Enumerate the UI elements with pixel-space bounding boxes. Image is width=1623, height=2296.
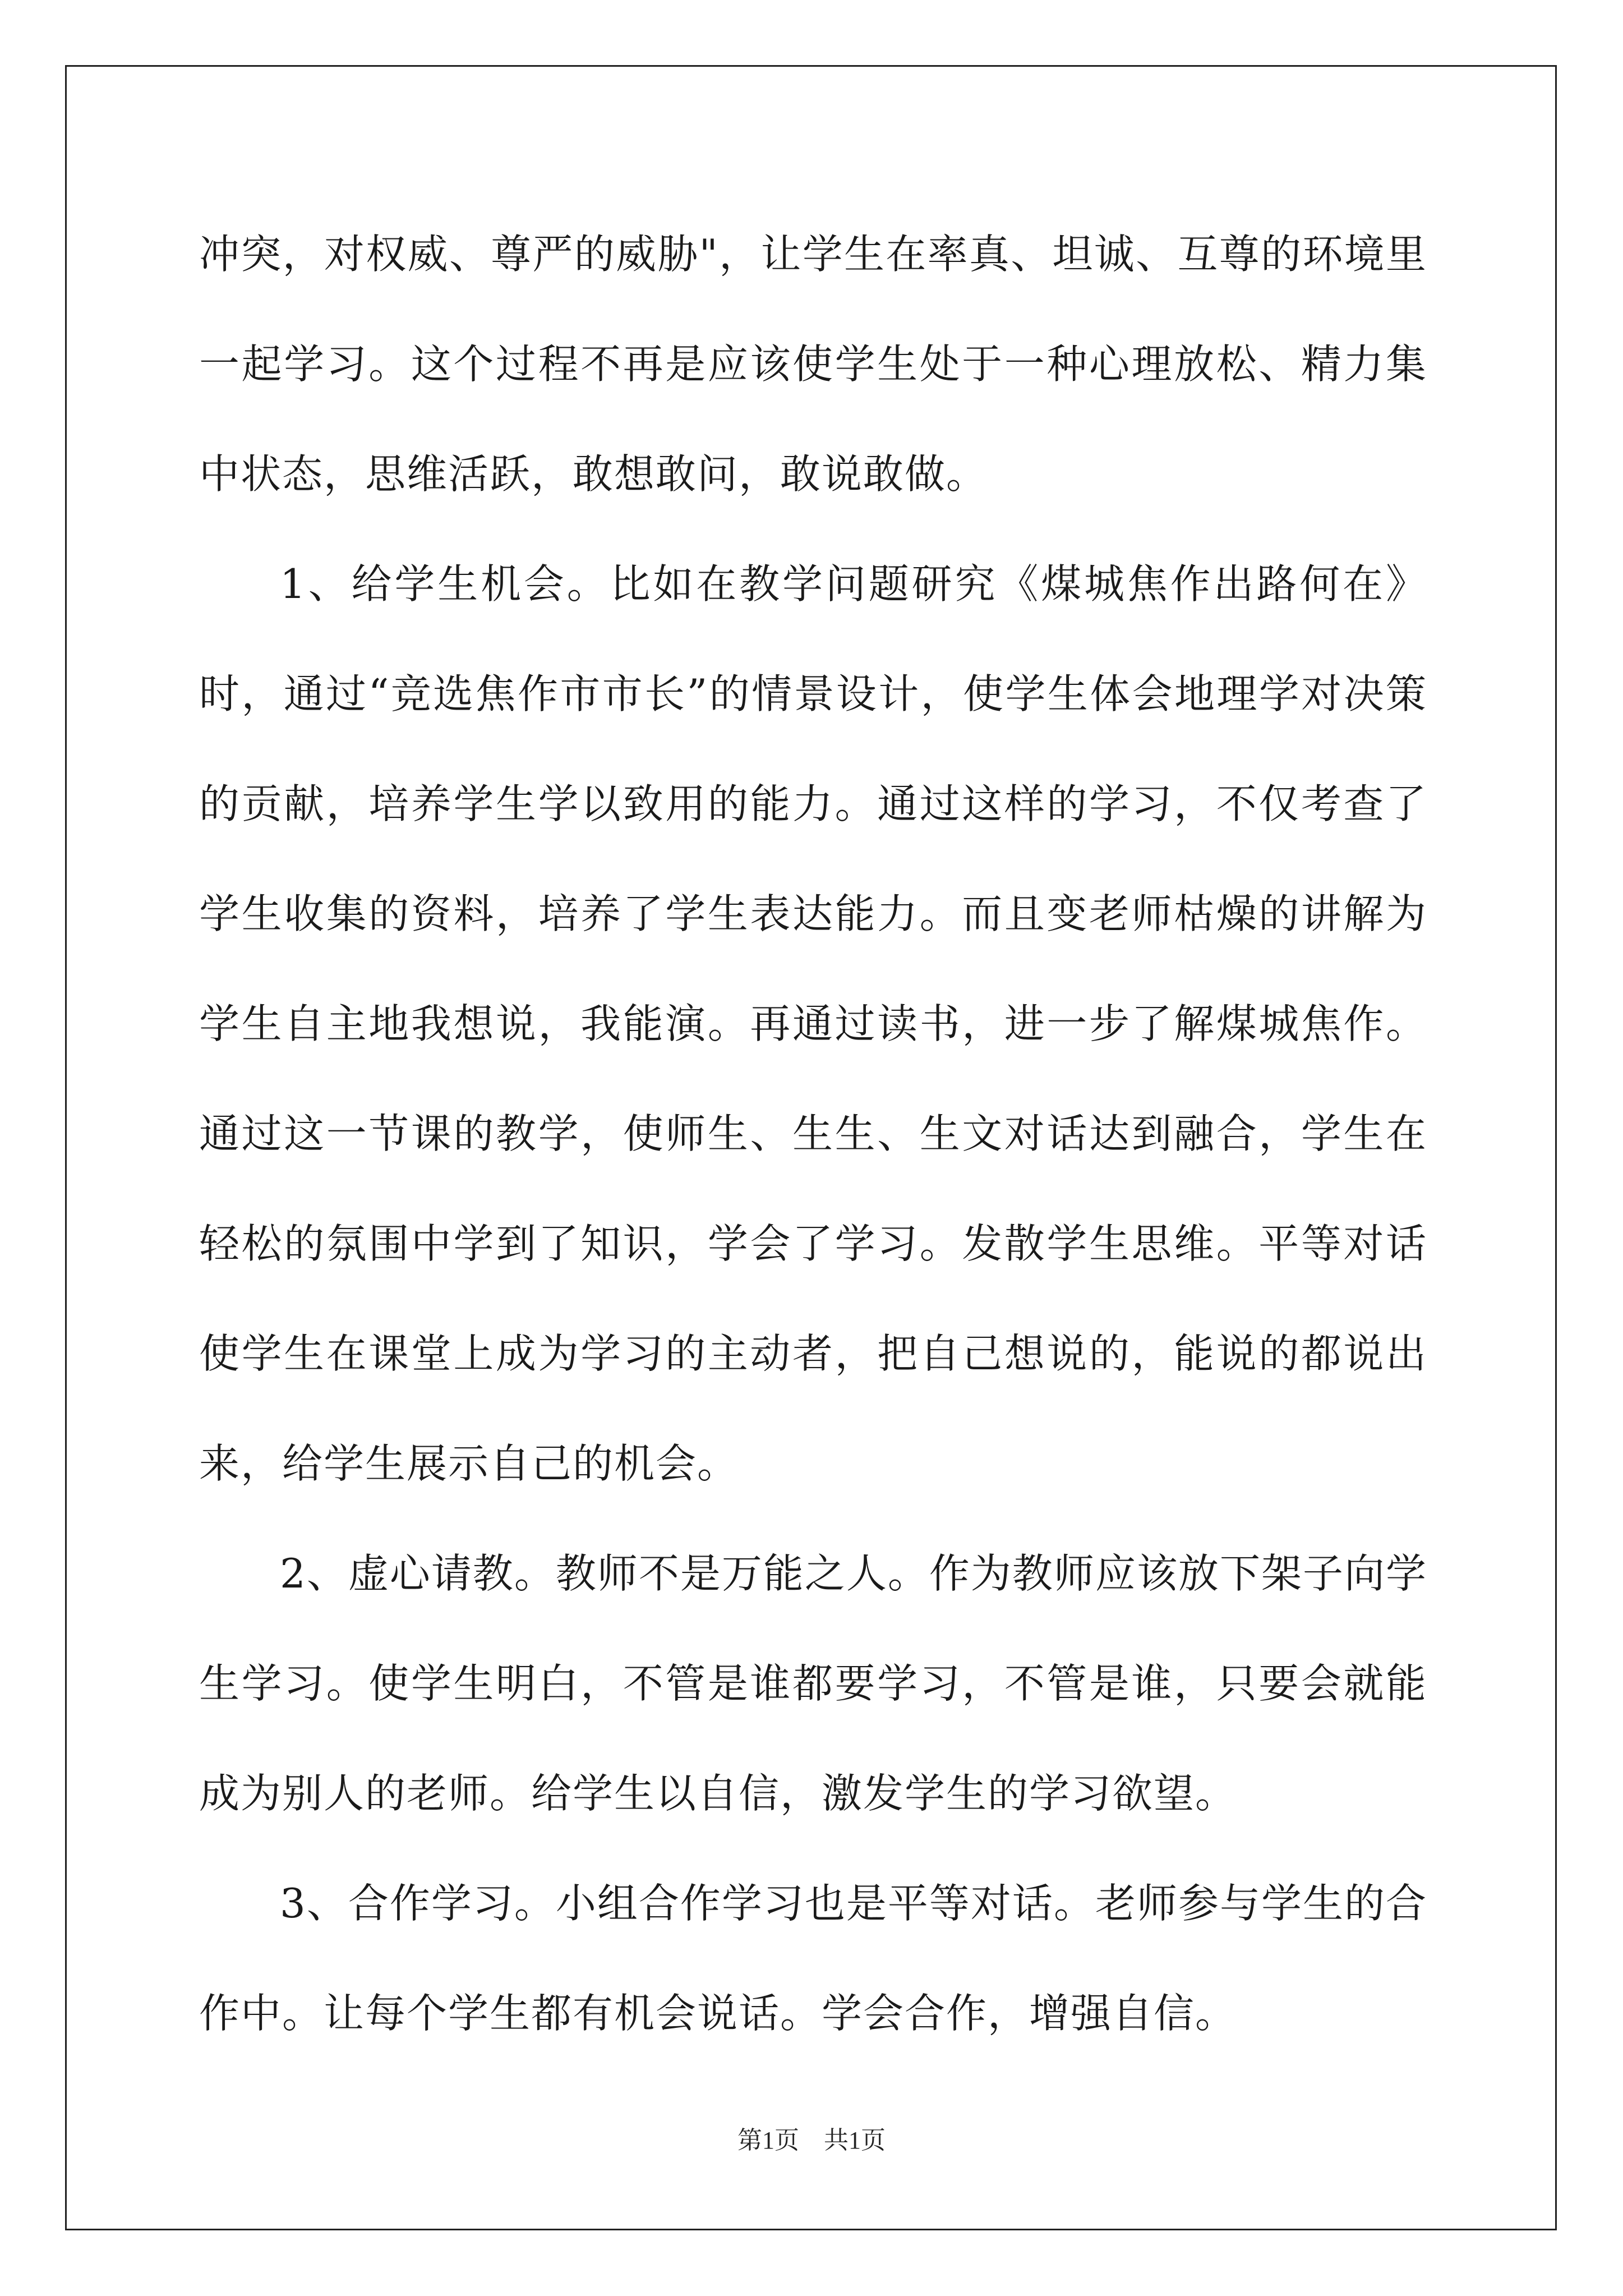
document-body [199, 199, 1427, 2068]
page-footer [0, 2124, 1623, 2157]
paragraph-item-3: 3、合作学习。小组合作学习也是平等对话。老师参与学生的合作中。让每个学生都有机会说话。学会合作，增强自信。 [199, 1880, 1427, 2037]
paragraph-item-1: 1、给学生机会。比如在教学问题研究《煤城焦作出路何在》时，通过“竞选焦作市市长”的情景设计，使学生体会地理学对决策的贡献，培养学生学以致用的能力。通过这样的学习，不仅考查了学生收集的资料，培养了学生表达能力。而且变老师枯燥的讲解为学生自主地我想说，我能演。再通过读书，进一步了解煤城焦作。通过这一节课的教学，使师生、生生、生文对话达到融合，学生在轻松的氛围中学到了知识，学会了学习。发散学生思维。平等对话使学生在课堂上成为学习的主动者，把自己想说的，能说的都说出来，给学生展示自己的机会。 [199, 560, 1427, 1487]
page-number: 第1页 [737, 2127, 799, 2154]
page-total: 共1页 [824, 2127, 886, 2154]
paragraph-continuation: 冲突，对权威、尊严的威胁"，让学生在率真、坦诚、互尊的环境里一起学习。这个过程不再是应该使学生处于一种心理放松、精力集中状态，思维活跃，敢想敢问，敢说敢做。 [199, 231, 1427, 498]
paragraph-item-2: 2、虚心请教。教师不是万能之人。作为教师应该放下架子向学生学习。使学生明白，不管是谁都要学习，不管是谁，只要会就能成为别人的老师。给学生以自信，激发学生的学习欲望。 [199, 1550, 1427, 1817]
